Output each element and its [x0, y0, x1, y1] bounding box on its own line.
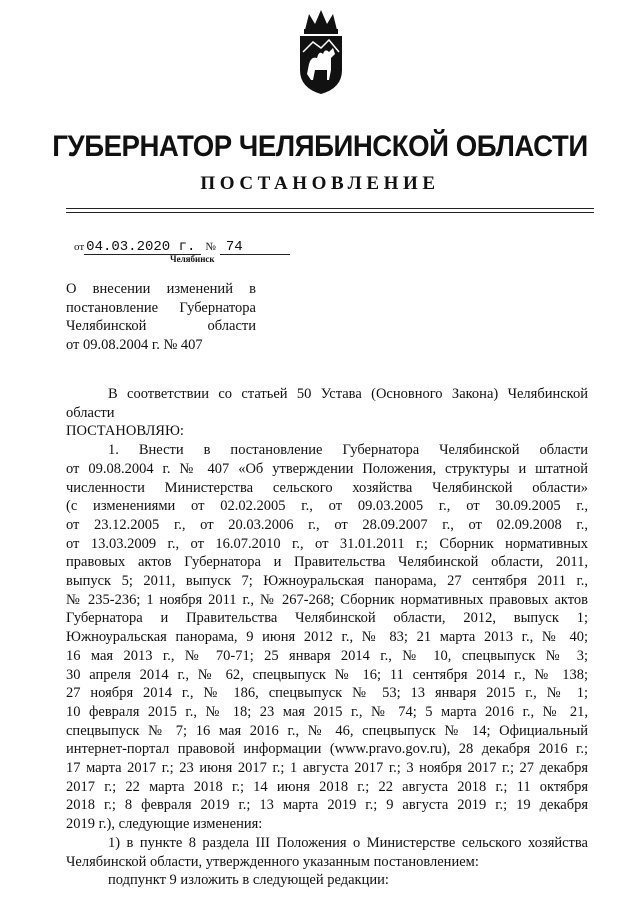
body-line: 1. Внести в постановление Губернатора Челябинской области: [108, 442, 588, 459]
document-type: ПОСТАНОВЛЕНИЕ: [200, 173, 440, 194]
document-title: ГУБЕРНАТОР ЧЕЛЯБИНСКОЙ ОБЛАСТИ: [52, 130, 588, 163]
body-line: Губернатора и Правительства Челябинской области, 2012, выпуск 1;: [66, 610, 588, 627]
body-line: 27 ноября 2014 г., № 186, спецвыпуск № 53; 13 января 2015 г., № 1;: [66, 685, 588, 702]
document-number: 74: [220, 240, 290, 255]
body-line: Южноуральская панорама, 9 июня 2012 г., № 83; 21 марта 2013 г., № 40;: [66, 629, 588, 646]
date-label: от: [74, 241, 85, 253]
body-line: интернет-портал правовой информации (www.pravo.gov.ru), 28 декабря 2016 г.;: [66, 741, 588, 758]
body-line: от 09.08.2004 г. № 407 «Об утверждении Положения, структуры и штатной: [66, 460, 588, 477]
body-line: 10 февраля 2015 г., № 18; 23 мая 2015 г., № 74; 5 марта 2016 г., № 21,: [66, 703, 588, 720]
body-line: подпункт 9 изложить в следующей редакции:: [108, 872, 389, 889]
body-line: 16 мая 2013 г., № 70-71; 25 января 2014 г., № 10, спецвыпуск № 3;: [66, 647, 588, 664]
subject-line: Челябинской области: [66, 318, 256, 335]
body-line: спецвыпуск № 7; 16 мая 2016 г., № 46, спецвыпуск № 14; Официальный: [66, 722, 588, 739]
body-line: ПОСТАНОВЛЯЮ:: [66, 423, 184, 440]
document-city: Челябинск: [170, 254, 215, 264]
body-line: правовых актов Губернатора и Правительства Челябинской области, 2011,: [66, 554, 588, 571]
body-line: 2017 г.; 22 марта 2018 г.; 14 июня 2018 г.; 22 августа 2018 г.; 11 октября: [66, 778, 588, 795]
header-rule-bottom: [66, 212, 594, 213]
number-label: №: [205, 241, 216, 253]
subject-line: от 09.08.2004 г. № 407: [66, 336, 203, 353]
body-line: В соответствии со статьей 50 Устава (Основного Закона) Челябинской: [108, 386, 588, 402]
body-line: 17 марта 2017 г.; 23 июня 2017 г.; 1 августа 2017 г.; 3 ноября 2017 г.; 27 декабря: [66, 760, 588, 777]
body-line: 30 апреля 2014 г., № 62, спецвыпуск № 16; 11 сентября 2014 г., № 138;: [66, 666, 588, 683]
body-line: от 23.12.2005 г., от 20.03.2006 г., от 28.09.2007 г., от 02.09.2008 г.,: [66, 516, 588, 533]
body-line: выпуск 5; 2011, выпуск 7; Южноуральская панорама, 27 сентября 2011 г.,: [66, 573, 588, 590]
document-meta: [74, 240, 290, 255]
body-line: от 13.03.2009 г., от 16.07.2010 г., от 31.01.2011 г.; Сборник нормативных: [66, 535, 588, 552]
body-line: Челябинской области, утвержденного указанным постановлением:: [66, 853, 479, 870]
document-subject: [66, 280, 256, 354]
subject-line: О внесении изменений в: [66, 281, 256, 297]
coat-of-arms-emblem: [295, 8, 347, 96]
body-line: 2018 г.; 8 февраля 2019 г.; 13 марта 2019 г.; 9 августа 2019 г.; 19 декабря: [66, 797, 588, 814]
body-line: (с изменениями от 02.02.2005 г., от 09.03.2005 г., от 30.09.2005 г.,: [66, 498, 588, 515]
header-rule-top: [66, 208, 594, 209]
body-line: численности Министерства сельского хозяйства Челябинской области»: [66, 479, 588, 496]
body-line: № 235-236; 1 ноября 2011 г., № 267-268; Сборник нормативных правовых актов: [66, 591, 588, 608]
body-line: области: [66, 404, 115, 421]
document-body: [66, 385, 588, 890]
subject-line: постановление Губернатора: [66, 299, 256, 316]
body-line: 1) в пункте 8 раздела III Положения о Министерстве сельского хозяйства: [108, 834, 588, 851]
body-line: 2019 г.), следующие изменения:: [66, 816, 263, 833]
document-date: 04.03.2020 г.: [84, 240, 201, 255]
